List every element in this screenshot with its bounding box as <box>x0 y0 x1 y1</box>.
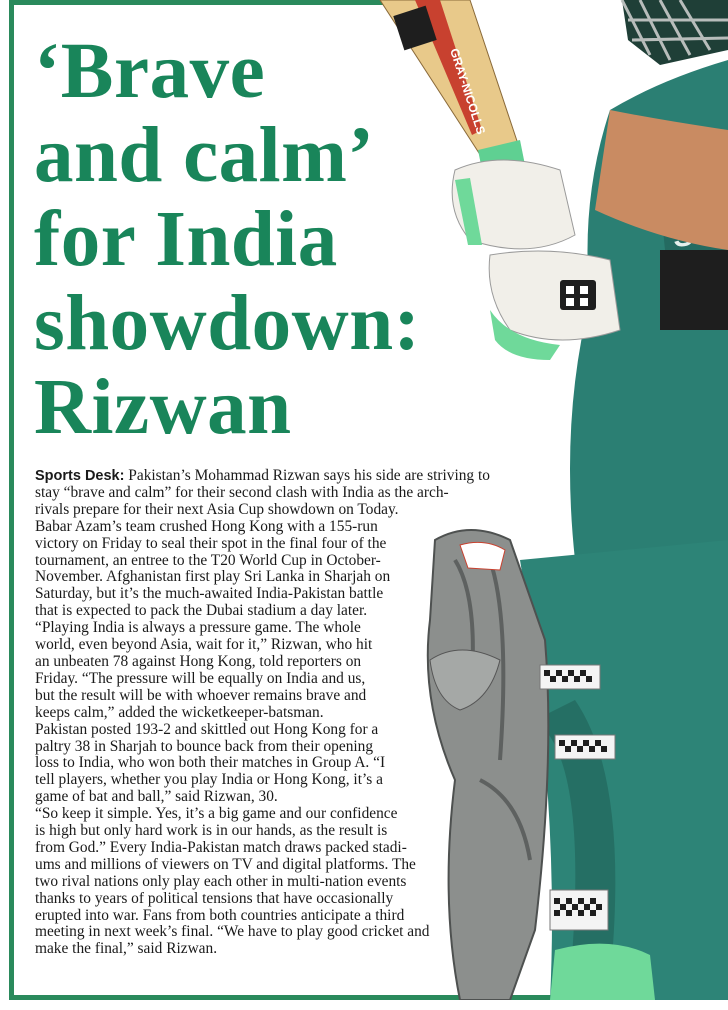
frame-left-rule <box>9 0 14 1000</box>
helmet-grille <box>622 0 728 65</box>
article-line: make the final,” said Rizwan. <box>35 940 218 958</box>
article-line: Friday. “The pressure will be equally on India and us, <box>35 669 366 687</box>
article-line: world, even beyond Asia, wait for it,” Rizwan, who hit <box>35 636 373 654</box>
article-body <box>35 468 535 958</box>
article-line: rivals prepare for their next Asia Cup showdown on Today. <box>35 500 399 518</box>
article-line: from God.” Every India-Pakistan match draws packed stadi- <box>35 838 407 856</box>
article-paragraph <box>35 806 535 958</box>
article-line: thanks to years of political tensions that have occasionally <box>35 889 394 907</box>
article-paragraph <box>35 722 535 807</box>
article-line: victory on Friday to seal their spot in the final four of the <box>35 534 387 552</box>
bat-brand-label: GRAY-NICOLLS <box>447 46 489 137</box>
wrist-band <box>660 250 728 330</box>
headline-line: and calm’ <box>34 112 375 199</box>
article-line: Saturday, but it’s the much-awaited India-Pakistan battle <box>35 585 384 603</box>
article-line: loss to India, who won both their matches in Group A. “I <box>35 754 386 772</box>
article-line: ums and millions of viewers on TV and digital platforms. The <box>35 855 416 873</box>
trousers <box>520 540 728 1000</box>
article-paragraph <box>35 468 535 519</box>
article-line: meeting in next week’s final. “We have to play good cricket and <box>35 923 430 941</box>
headline-line: for India <box>34 196 338 283</box>
article-line: Pakistan’s Mohammad Rizwan says his side are striving to <box>124 467 490 484</box>
article-line: erupted into war. Fans from both countries anticipate a third <box>35 906 405 924</box>
article-line: “So keep it simple. Yes, it’s a big game and our confidence <box>35 805 398 823</box>
article-line: tournament, an entree to the T20 World Cup in October- <box>35 551 381 569</box>
article-line: Babar Azam’s team crushed Hong Kong with a 155-run <box>35 517 378 535</box>
headline-line: ‘Brave <box>34 28 266 115</box>
article-line: that is expected to pack the Dubai stadium a day later. <box>35 602 368 620</box>
article-line: “Playing India is always a pressure game. The whole <box>35 619 361 637</box>
article-line: two rival nations only play each other in multi-nation events <box>35 872 407 890</box>
article-line: keeps calm,” added the wicketkeeper-batsman. <box>35 703 324 721</box>
headline-line: showdown: <box>34 280 421 367</box>
article-line: paltry 38 in Sharjah to bounce back from their opening <box>35 737 374 755</box>
article-line: November. Afghanistan first play Sri Lanka in Sharjah on <box>35 568 391 586</box>
article-line: Pakistan posted 193-2 and skittled out Hong Kong for a <box>35 720 379 738</box>
shoe <box>550 944 655 1000</box>
article-line: an unbeaten 78 against Hong Kong, told reporters on <box>35 652 362 670</box>
article-paragraph <box>35 519 535 620</box>
article-line: tell players, whether you play India or Hong Kong, it’s a <box>35 771 383 789</box>
article-line: game of bat and ball,” said Rizwan, 30. <box>35 788 278 806</box>
frame-top-rule <box>9 0 389 5</box>
dateline: Sports Desk: <box>35 468 125 484</box>
headline-line: Rizwan <box>34 364 292 451</box>
article-paragraph <box>35 620 535 721</box>
article-line: is high but only hard work is in our hands, as the result is <box>35 822 388 840</box>
article-line: stay “brave and calm” for their second clash with India as the arch- <box>35 483 449 501</box>
article-line: but the result will be with whoever remains brave and <box>35 686 367 704</box>
headline <box>34 30 454 450</box>
